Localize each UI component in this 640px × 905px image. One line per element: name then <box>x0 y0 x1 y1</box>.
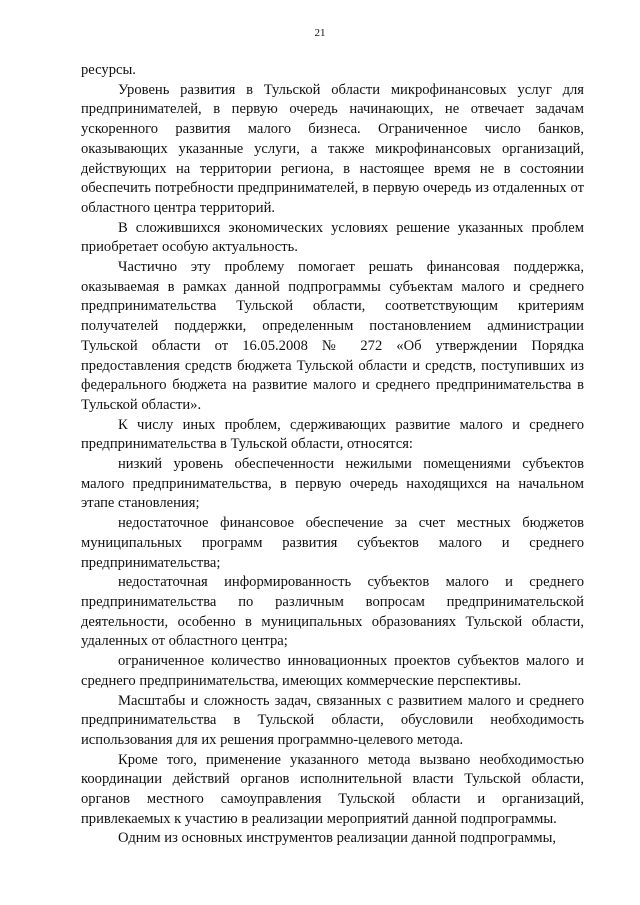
paragraph-continuation: ресурсы. <box>81 62 136 78</box>
list-item-information: недостаточная информированность субъектов малого и среднего предпринимательства по различным вопросам предпринимательской деятельности, особенно в муниципальных образованиях Тульской области, удаленных от областного центра; <box>81 574 584 650</box>
paragraph-coordination: Кроме того, применение указанного метода вызвано необходимостью координации действий органов исполнительной власти Тульской области, органов местного самоуправления Тульской области и организаций, привлекаемых к участию в реализации мероприятий данной подпрограммы. <box>81 751 584 827</box>
document-body <box>81 61 584 849</box>
page-number: 21 <box>314 27 326 39</box>
list-item-funding: недостаточное финансовое обеспечение за счет местных бюджетов муниципальных программ развития субъектов малого и среднего предпринимательства; <box>81 515 584 571</box>
paragraph-financial-support: Частично эту проблему помогает решать финансовая поддержка, оказываемая в рамках данной подпрограммы субъектам малого и среднего предпринимательства Тульской области, соответствующим критериям получателей поддержки, определенным постановлением администрации Тульской области от 16.05.2008 № 272 «Об утверждении Порядка предоставления средств бюджета Тульской области и средств, поступивших из федерального бюджета на развитие малого и среднего предпринимательства в Тульской области». <box>81 259 584 413</box>
paragraph-other-problems: К числу иных проблем, сдерживающих развитие малого и среднего предпринимательства в Тульской области, относятся: <box>81 416 584 453</box>
paragraph-relevance: В сложившихся экономических условиях решение указанных проблем приобретает особую актуальность. <box>81 219 584 256</box>
paragraph-instruments: Одним из основных инструментов реализации данной подпрограммы, <box>118 830 557 847</box>
list-item-premises: низкий уровень обеспеченности нежилыми помещениями субъектов малого предпринимательства, в первую очередь находящихся на начальном этапе становления; <box>81 456 584 512</box>
paragraph-scale: Масштабы и сложность задач, связанных с развитием малого и среднего предпринимательства в Тульской области, обусловили необходимость использования для их решения программно-целевого метода. <box>81 692 584 748</box>
paragraph-microfinance: Уровень развития в Тульской области микрофинансовых услуг для предпринимателей, в первую очередь начинающих, не отвечает задачам ускоренного развития малого бизнеса. Ограниченное число банков, оказывающих указанные услуги, а также микрофинансовых организаций, действующих на территории региона, в настоящее время не в состоянии обеспечить потребности предпринимателей, в первую очередь из отдаленных от областного центра территорий. <box>81 81 584 216</box>
list-item-innovation: ограниченное количество инновационных проектов субъектов малого и среднего предпринимательства, имеющих коммерческие перспективы. <box>81 653 584 689</box>
